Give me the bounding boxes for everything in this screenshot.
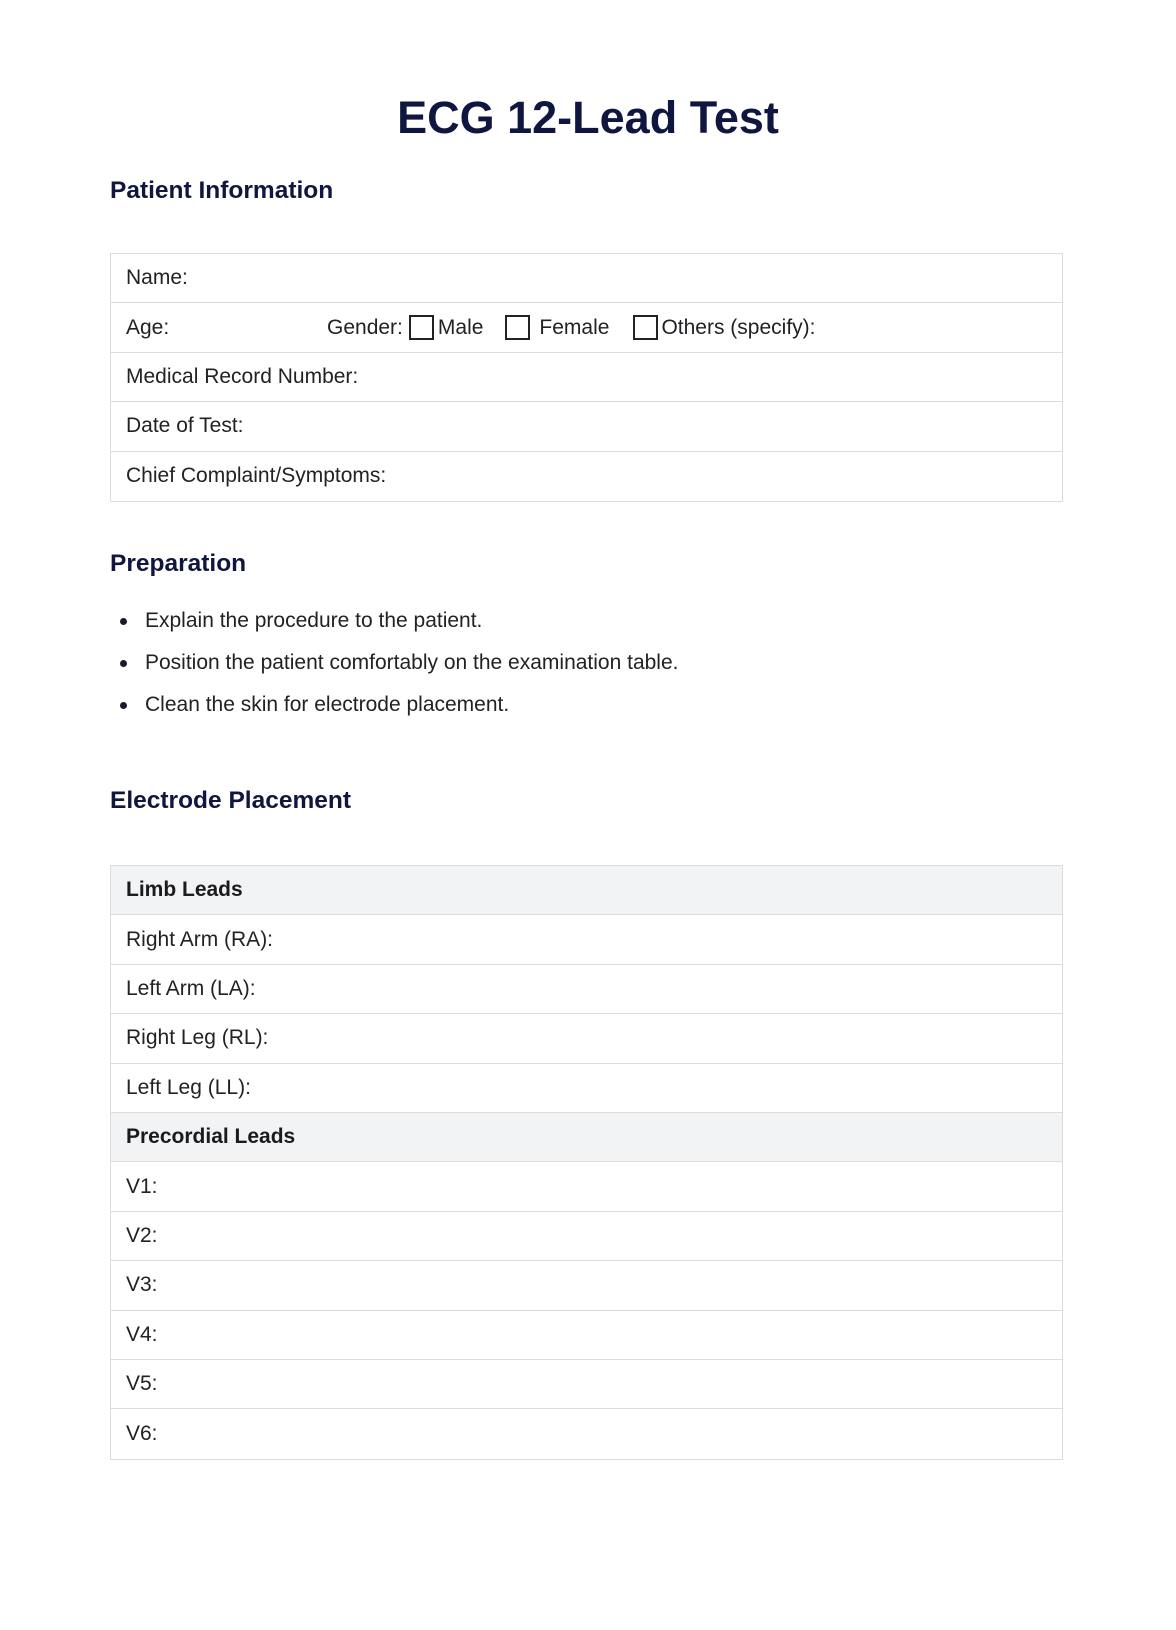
- lead-label: Right Leg (RL):: [126, 1026, 269, 1050]
- lead-field-right-leg[interactable]: [111, 1014, 1062, 1063]
- name-field[interactable]: [111, 254, 1062, 303]
- gender-option-label: Others (specify):: [661, 315, 816, 339]
- age-field[interactable]: Age:: [126, 315, 170, 339]
- chief-complaint-field[interactable]: [111, 452, 1062, 501]
- gender-option-others[interactable]: [633, 315, 815, 340]
- patient-information-table: [110, 253, 1063, 502]
- lead-label: V2:: [126, 1223, 158, 1247]
- lead-field-v1[interactable]: [111, 1162, 1062, 1211]
- medical-record-number-field[interactable]: [111, 353, 1062, 402]
- lead-label: V6:: [126, 1421, 158, 1445]
- gender-label: Gender:: [327, 315, 403, 339]
- group-header-limb-leads: [111, 866, 1062, 915]
- checkbox-male[interactable]: [409, 315, 434, 340]
- gender-option-male[interactable]: [403, 315, 484, 340]
- lead-label: Left Leg (LL):: [126, 1075, 251, 1099]
- document-title: ECG 12-Lead Test: [397, 92, 779, 143]
- age-gender-row: [111, 303, 1062, 352]
- section-heading-electrode-placement: Electrode Placement: [110, 787, 352, 814]
- list-item: [110, 600, 679, 642]
- medical-record-number-label: Medical Record Number:: [126, 364, 359, 388]
- lead-field-v4[interactable]: [111, 1311, 1062, 1360]
- list-item: [110, 642, 679, 684]
- chief-complaint-label: Chief Complaint/Symptoms:: [126, 464, 387, 488]
- bullet-icon: [120, 660, 127, 667]
- group-header-precordial-leads: [111, 1113, 1062, 1162]
- lead-label: V3:: [126, 1273, 158, 1297]
- bullet-icon: [120, 702, 127, 709]
- lead-field-v3[interactable]: [111, 1261, 1062, 1310]
- lead-field-v5[interactable]: [111, 1360, 1062, 1409]
- gender-option-label: Female: [539, 315, 610, 339]
- date-of-test-field[interactable]: [111, 402, 1062, 451]
- lead-field-v2[interactable]: [111, 1212, 1062, 1261]
- list-item: [110, 684, 679, 726]
- gender-option-label: Male: [437, 315, 484, 339]
- checkbox-female[interactable]: [505, 315, 530, 340]
- bullet-icon: [120, 618, 127, 625]
- section-heading-preparation: Preparation: [110, 550, 247, 577]
- group-title: Limb Leads: [126, 878, 243, 902]
- section-heading-patient-information: Patient Information: [110, 177, 334, 204]
- list-item-text: Explain the procedure to the patient.: [145, 609, 483, 632]
- list-item-text: Clean the skin for electrode placement.: [145, 693, 510, 716]
- checkbox-others[interactable]: [633, 315, 658, 340]
- group-title: Precordial Leads: [126, 1125, 296, 1149]
- lead-field-left-arm[interactable]: [111, 965, 1062, 1014]
- lead-field-v6[interactable]: [111, 1409, 1062, 1458]
- lead-label: Right Arm (RA):: [126, 927, 274, 951]
- gender-option-female[interactable]: [505, 315, 609, 340]
- lead-label: V5:: [126, 1372, 158, 1396]
- lead-field-left-leg[interactable]: [111, 1064, 1062, 1113]
- lead-label: V4:: [126, 1322, 158, 1346]
- name-label: Name:: [126, 266, 188, 290]
- electrode-placement-table: [110, 865, 1063, 1460]
- gender-group: [327, 315, 836, 340]
- lead-label: V1:: [126, 1174, 158, 1198]
- lead-label: Left Arm (LA):: [126, 976, 256, 1000]
- list-item-text: Position the patient comfortably on the examination table.: [145, 651, 679, 674]
- preparation-list: [110, 600, 679, 726]
- lead-field-right-arm[interactable]: [111, 915, 1062, 964]
- date-of-test-label: Date of Test:: [126, 414, 244, 438]
